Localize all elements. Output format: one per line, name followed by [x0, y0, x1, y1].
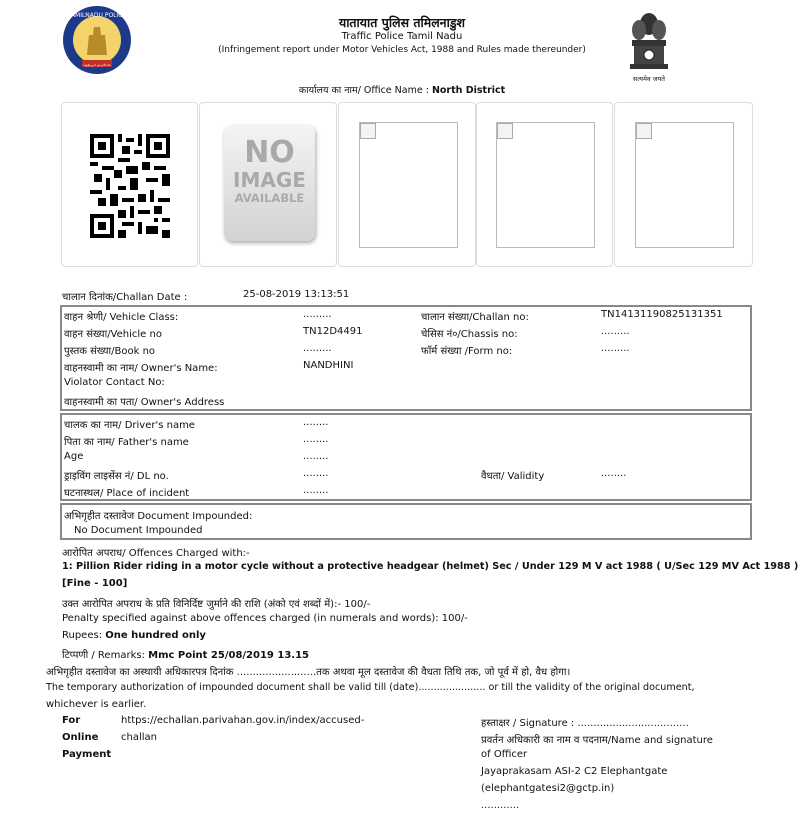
offence-line-1: 1: Pillion Rider riding in a motor cycle without a protective headgear (helmet) Sec / Under 129 M V act 1988 ( U/Sec 129 MV Act 1988 )	[62, 561, 799, 572]
driver-name-value: ........	[303, 417, 329, 428]
photo-frame-2	[496, 122, 595, 248]
vehicle-no-label: वाहन संख्या/Vehicle no	[64, 329, 162, 340]
title-hindi: यातायात पुलिस तमिलनाडुश	[338, 15, 466, 30]
broken-image-icon	[360, 123, 376, 139]
vehicle-class-label: वाहन श्रेणी/ Vehicle Class:	[64, 312, 179, 323]
challan-date-label: चालान दिनांक/Challan Date :	[62, 292, 188, 303]
payment-for-label: For	[62, 715, 81, 726]
owner-name-value: NANDHINI	[303, 360, 354, 371]
place-value: ........	[303, 485, 329, 496]
owner-address-label: वाहनस्वामी का पता/ Owner's Address	[64, 397, 225, 408]
photo-frame-1	[359, 122, 458, 248]
qr-code-icon	[90, 133, 170, 239]
signature-line: हस्ताक्षर / Signature : ...................................	[481, 718, 689, 729]
no-image-line1: NO	[244, 135, 295, 170]
emblem-caption: सत्यमेव जयते	[633, 75, 665, 83]
officer-label-hindi: प्रवर्तन अधिकारी का नाम व पदनाम/Name and signature	[481, 735, 713, 746]
remarks-row	[62, 647, 309, 661]
vehicle-no-value: TN12D4491	[303, 326, 363, 337]
payment-payment-label: Payment	[62, 749, 112, 760]
challan-date-value: 25-08-2019 13:13:51	[243, 289, 350, 300]
photo-card-3	[614, 102, 753, 267]
remarks-label: टिप्पणी / Remarks:	[62, 650, 149, 661]
no-image-line3: AVAILABLE	[234, 191, 305, 205]
officer-name: Jayaprakasam ASI-2 C2 Elephantgate	[481, 766, 668, 777]
photo-card-1	[338, 102, 476, 267]
form-no-value: .........	[601, 343, 630, 354]
officer-email: (elephantgatesi2@gctp.in)	[481, 783, 615, 794]
document-impounded-value: No Document Impounded	[74, 525, 203, 536]
subtitle: (Infringement report under Motor Vehicles Act, 1988 and Rules made thereunder)	[218, 45, 586, 55]
offence-line-2: [Fine - 100]	[62, 578, 128, 589]
national-emblem-icon	[622, 4, 676, 84]
no-image-line2: IMAGE	[233, 168, 306, 192]
payment-url-link[interactable]: https://echallan.parivahan.gov.in/index/accused-	[121, 715, 365, 726]
qr-code-card	[61, 102, 198, 267]
dl-no-value: ........	[303, 468, 329, 479]
validity-label: वैधता/ Validity	[481, 471, 545, 482]
challan-no-label: चालान संख्या/Challan no:	[421, 312, 529, 323]
photo-frame-3	[635, 122, 734, 248]
father-name-label: पिता का नाम/ Father's name	[64, 437, 189, 448]
place-label: घटनास्थल/ Place of incident	[64, 488, 190, 499]
authorization-english-1: The temporary authorization of impounded document shall be valid till (date)...................... or till the validity of the original document,	[46, 682, 695, 693]
vehicle-class-value: .........	[303, 309, 332, 320]
payment-online-label: Online	[62, 732, 99, 743]
challan-no-value: TN14131190825131351	[601, 309, 723, 320]
broken-image-icon	[497, 123, 513, 139]
title-english: Traffic Police Tamil Nadu	[341, 31, 463, 42]
rupees-value: One hundred only	[105, 630, 206, 641]
officer-label-english: of Officer	[481, 749, 528, 760]
age-label: Age	[64, 451, 84, 462]
no-image-card	[199, 102, 337, 267]
office-value: North District	[431, 85, 506, 96]
chassis-value: .........	[601, 326, 630, 337]
rupees-label: Rupees:	[62, 630, 106, 641]
authorization-hindi: अभिगृहीत दस्तावेज का अस्थायी अधिकारपत्र दिनांक .........................तक अथवा मूल दस्तावेज की वैधता तिथि तक, जो पूर्व में हो, वैध होगा।	[46, 667, 571, 678]
form-no-label: फॉर्म संख्या /Form no:	[421, 346, 513, 357]
dl-no-label: ड्राइविंग लाइसेंस नं/ DL no.	[64, 471, 169, 482]
office-name	[0, 83, 804, 96]
violator-contact-label: Violator Contact No:	[64, 377, 165, 388]
rupees-row	[62, 630, 206, 641]
age-value: ........	[303, 451, 329, 462]
officer-dots: ............	[481, 800, 520, 811]
book-no-label: पुस्तक संख्या/Book no	[64, 346, 156, 357]
fine-english: Penalty specified against above offences charged (in numerals and words): 100/-	[62, 613, 468, 624]
validity-value: ........	[601, 468, 627, 479]
chassis-label: चेसिस नं०/Chassis no:	[421, 329, 518, 340]
offences-label: आरोपित अपराध/ Offences Charged with:-	[62, 548, 250, 559]
office-label: कार्यालय का नाम/ Office Name :	[298, 85, 432, 96]
no-image-placeholder	[224, 125, 315, 241]
logo-text: TAMILNADU POLICE	[67, 12, 127, 19]
payment-url-link-cont[interactable]: challan	[121, 732, 157, 743]
remarks-value: Mmc Point 25/08/2019 13.15	[148, 650, 309, 661]
father-name-value: ........	[303, 434, 329, 445]
logo-motto: சத்தியம் தவறேல்	[83, 63, 111, 67]
photo-card-2	[476, 102, 613, 267]
fine-hindi: उक्त आरोपित अपराध के प्रति विनिर्दिष्ट जुर्माने की राशि (अंको एवं शब्दों में):- 100/-	[62, 599, 371, 610]
owner-name-label: वाहनस्वामी का नाम/ Owner's Name:	[64, 363, 218, 374]
authorization-english-2: whichever is earlier.	[46, 699, 147, 710]
driver-name-label: चालक का नाम/ Driver's name	[64, 420, 195, 431]
broken-image-icon	[636, 123, 652, 139]
book-no-value: .........	[303, 343, 332, 354]
document-impounded-label: अभिगृहीत दस्तावेज Document Impounded:	[64, 511, 253, 522]
